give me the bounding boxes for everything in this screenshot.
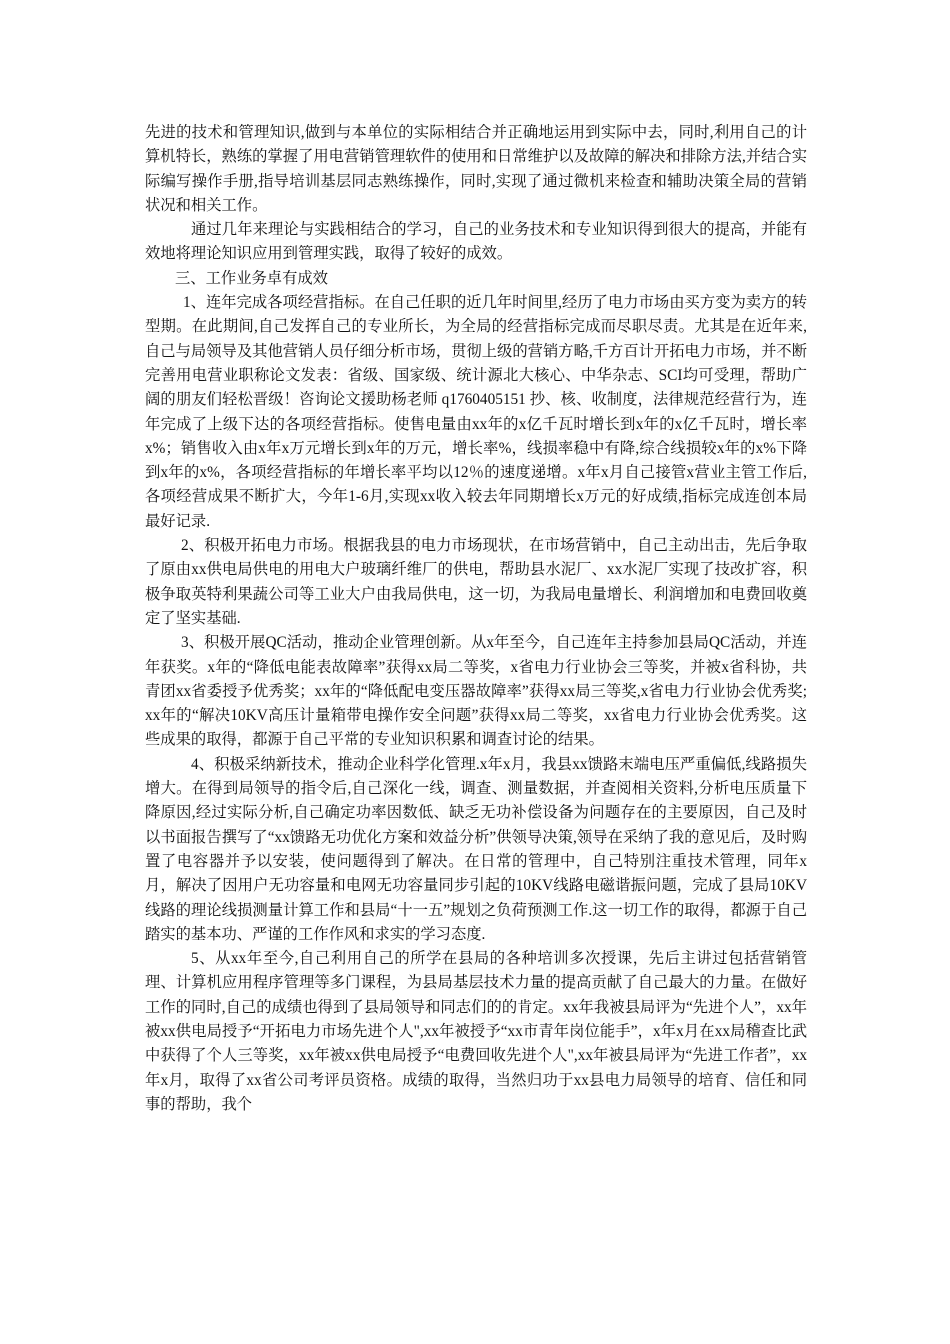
paragraph-item-4: 4、积极采纳新技术，推动企业科学化管理.x年x月，我县xx馈路末端电压严重偏低,线路损失增大。在得到局领导的指令后,自己深化一线，调查、测量数据，并查阅相关资料,分析电压质量下降原因,经过实际分析,自己确定功率因数低、缺乏无功补偿设备为问题存在的主要原因，自己及时以书面报告撰写了“xx馈路无功优化方案和效益分析”供领导决策,领导在采纳了我的意见后，及时购置了电容器并予以安装，使问题得到了解决。在日常的管理中，自己特别注重技术管理，同年x月，解决了因用户无功容量和电网无功容量同步引起的10KV线路电磁谐振问题，完成了县局10KV线路的理论线损测量计算工作和县局“十一五”规划之负荷预测工作.这一切工作的取得，都源于自己踏实的基本功、严谨的工作作风和求实的学习态度. [145, 755, 807, 943]
paragraph-item-5: 5、从xx年至今,自己利用自己的所学在县局的各种培训多次授课，先后主讲过包括营销管理、计算机应用程序管理等多门课程，为县局基层技术力量的提高贡献了自己最大的力量。在做好工作的同时,自己的成绩也得到了县局领导和同志们的的肯定。xx年我被县局评为“先进个人”，xx年被xx供电局授予“开拓电力市场先进个人",xx年被授予“xx市青年岗位能手”，x年x月在xx局稽查比武中获得了个人三等奖，xx年被xx供电局授予“电费回收先进个人",xx年被县局评为“先进工作者”，xx年x月，取得了xx省公司考评员资格。成绩的取得，当然归功于xx县电力局领导的培育、信任和同事的帮助，我个 [145, 950, 807, 1113]
paragraph-item-2: 2、积极开拓电力市场。根据我县的电力市场现状，在市场营销中，自己主动出击，先后争取了原由xx供电局供电的用电大户玻璃纤维厂的供电，帮助县水泥厂、xx水泥厂实现了技改扩容，积极争取英特利果蔬公司等工业大户由我局供电，这一切，为我局电量增长、利润增加和电费回收奠定了坚实基础. [145, 537, 807, 627]
paragraph-item-3: 3、积极开展QC活动，推动企业管理创新。从x年至今，自己连年主持参加县局QC活动，并连年获奖。x年的“降低电能表故障率”获得xx局二等奖，x省电力行业协会三等奖，并被x省科协，共青团xx省委授予优秀奖；xx年的“降低配电变压器故障率”获得xx局三等奖,x省电力行业协会优秀奖;xx年的“解决10KV高压计量箱带电操作安全问题”获得xx局二等奖，xx省电力行业协会优秀奖。这些成果的取得，都源于自己平常的专业知识积累和调查讨论的结果。 [145, 634, 807, 749]
paragraph-study-summary: 通过几年来理论与实践相结合的学习，自己的业务技术和专业知识得到很大的提高，并能有效地将理论知识应用到管理实践，取得了较好的成效。 [145, 221, 807, 263]
document-page [145, 121, 807, 1117]
paragraph-continuation: 先进的技术和管理知识,做到与本单位的实际相结合并正确地运用到实际中去，同时,利用自己的计算机特长，熟练的掌握了用电营销管理软件的使用和日常维护以及故障的解决和排除方法,并结合实际编写操作手册,指导培训基层同志熟练操作，同时,实现了通过微机来检查和辅助决策全局的营销状况和相关工作。 [145, 124, 807, 214]
section-heading: 三、工作业务卓有成效 [175, 269, 328, 287]
paragraph-item-1: 1、连年完成各项经营指标。在自己任职的近几年时间里,经历了电力市场由买方变为卖方的转型期。在此期间,自己发挥自己的专业所长，为全局的经营指标完成而尽职尽责。尤其是在近年来,自己与局领导及其他营销人员仔细分析市场，贯彻上级的营销方略,千方百计开拓电力市场，并不断完善用电营业职称论文发表：省级、国家级、统计源北大核心、中华杂志、SCI均可受理，帮助广阔的朋友们轻松晋级！咨询论文援助杨老师 q1760405151 抄、核、收制度，法律规范经营行为，连年完成了上级下达的各项经营指标。使售电量由xx年的x亿千瓦时增长到x年的x亿千瓦时，增长率x%；销售收入由x年x万元增长到x年的万元，增长率%，线损率稳中有降,综合线损较x年的x%下降到x年的x%，各项经营指标的年增长率平均以12％的速度递增。x年x月自己接管x营业主管工作后,各项经营成果不断扩大，今年1-6月,实现xx收入较去年同期增长x万元的好成绩,指标完成连创本局最好记录. [145, 294, 807, 530]
